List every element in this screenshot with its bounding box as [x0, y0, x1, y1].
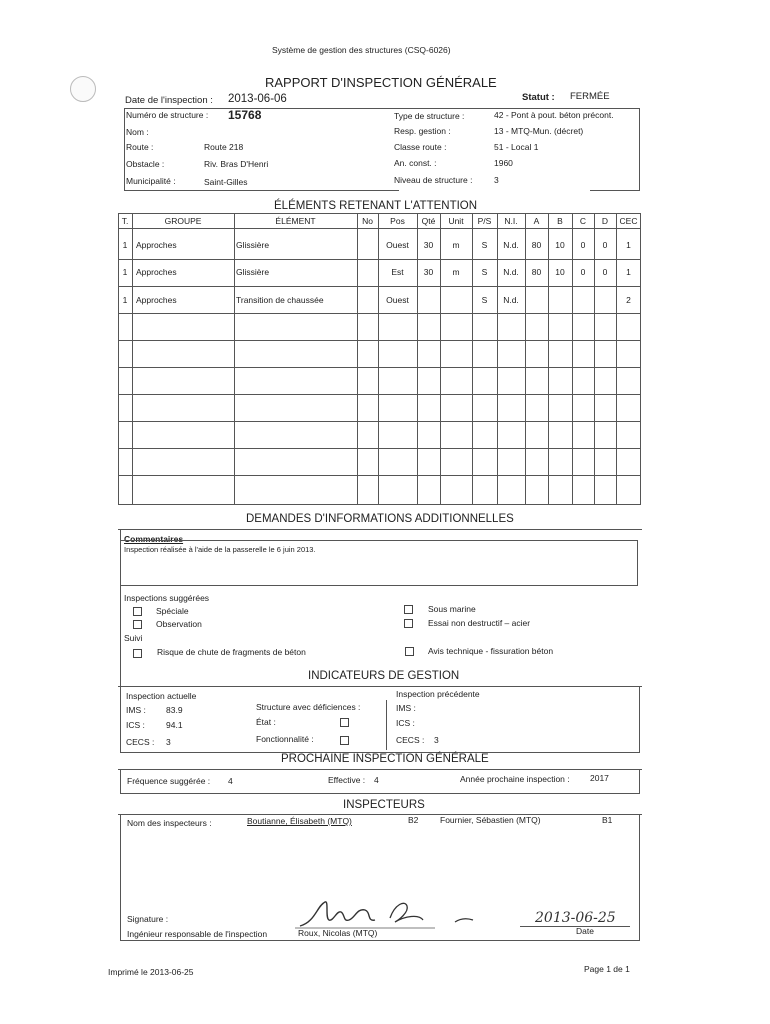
table-cell: S	[481, 240, 488, 250]
structure-value: 15768	[228, 108, 262, 122]
col-b: B	[557, 216, 563, 226]
precedente-label: Inspection précédente	[396, 689, 480, 699]
sous-marine-label: Sous marine	[428, 604, 476, 614]
an-value: 1960	[494, 158, 513, 168]
ics-value: 94.1	[166, 720, 183, 730]
speciale-label: Spéciale	[156, 606, 189, 616]
table-cell: m	[452, 267, 460, 277]
inspecteur1-code: B2	[408, 815, 419, 825]
report-title: RAPPORT D'INSPECTION GÉNÉRALE	[265, 75, 497, 90]
inspecteurs-title: INSPECTEURS	[343, 799, 425, 811]
actuelle-label: Inspection actuelle	[126, 691, 197, 701]
table-cell: N.d.	[503, 295, 519, 305]
table-cell: 10	[555, 267, 565, 277]
table-cell: Est	[391, 267, 404, 277]
nom-label: Nom :	[126, 127, 149, 137]
resp-value: 13 - MTQ-Mun. (décret)	[494, 126, 584, 136]
prev-ics-label: ICS :	[396, 718, 415, 728]
demandes-title: DEMANDES D'INFORMATIONS ADDITIONNELLES	[246, 513, 514, 525]
indicateurs-title: INDICATEURS DE GESTION	[308, 670, 460, 682]
signature-label: Signature :	[127, 914, 169, 924]
elements-table	[118, 213, 641, 505]
punch-hole	[70, 76, 96, 102]
col-qte: Qté	[421, 216, 436, 226]
sous-marine-checkbox[interactable]	[404, 605, 413, 614]
col-a: A	[533, 216, 540, 226]
risque-checkbox[interactable]	[133, 649, 142, 658]
table-cell: 1	[626, 240, 631, 250]
deficiences-label: Structure avec déficiences :	[256, 702, 361, 712]
ims-label: IMS :	[126, 705, 146, 715]
system-title: Système de gestion des structures (CSQ-6026)	[272, 45, 451, 55]
table-cell: 0	[602, 267, 608, 277]
noms-label: Nom des inspecteurs :	[127, 818, 212, 828]
page-number: Page 1 de 1	[584, 964, 630, 974]
statut-label: Statut :	[522, 92, 555, 103]
table-cell: Transition de chaussée	[236, 295, 324, 305]
table-cell: 80	[531, 267, 542, 277]
table-cell: Approches	[136, 295, 177, 305]
commentaires-text: Inspection réalisée à l'aide de la passerelle le 6 juin 2013.	[124, 545, 316, 554]
col-no: No	[362, 216, 373, 226]
table-cell: Glissière	[236, 267, 270, 277]
route-label: Route :	[126, 142, 154, 152]
table-cell: 0	[580, 240, 586, 250]
elements-title: ÉLÉMENTS RETENANT L'ATTENTION	[274, 200, 478, 212]
col-element: ÉLÉMENT	[275, 216, 316, 226]
suggerees-label: Inspections suggérées	[124, 593, 210, 603]
col-groupe: GROUPE	[164, 216, 202, 226]
imprime-date: Imprimé le 2013-06-25	[108, 967, 194, 977]
table-cell: N.d.	[503, 240, 519, 250]
annee-label: Année prochaine inspection :	[460, 774, 570, 784]
table-cell: 2	[626, 295, 631, 305]
prev-ims-label: IMS :	[396, 703, 416, 713]
etat-label: État :	[256, 717, 276, 727]
date-label: Date de l'inspection :	[125, 95, 213, 106]
ingenieur-value: Roux, Nicolas (MTQ)	[298, 928, 378, 938]
observation-label: Observation	[156, 619, 202, 629]
speciale-checkbox[interactable]	[133, 607, 142, 616]
col-cec: CEC	[619, 216, 638, 226]
table-cell: 80	[531, 240, 542, 250]
statut-value: FERMÉE	[570, 91, 610, 102]
table-cell: 30	[423, 267, 434, 277]
frequence-label: Fréquence suggérée :	[127, 776, 211, 786]
risque-label: Risque de chute de fragments de béton	[157, 647, 306, 657]
col-d: D	[601, 216, 609, 226]
inspecteur2-code: B1	[602, 815, 613, 825]
avis-label: Avis technique - fissuration béton	[428, 646, 554, 656]
date-value: 2013-06-06	[228, 93, 287, 105]
col-pos: Pos	[390, 216, 405, 226]
date-caption: Date	[576, 926, 594, 936]
cecs-value: 3	[166, 737, 171, 747]
classe-value: 51 - Local 1	[494, 142, 539, 152]
avis-checkbox[interactable]	[405, 647, 414, 656]
niveau-label: Niveau de structure :	[394, 175, 473, 185]
table-cell: Ouest	[386, 295, 409, 305]
suivi-label: Suivi	[124, 633, 143, 643]
table-cell: S	[481, 295, 488, 305]
handwritten-signature	[295, 896, 495, 932]
prev-cecs-value: 3	[434, 735, 439, 745]
effective-value: 4	[374, 775, 379, 785]
niveau-value: 3	[494, 175, 499, 185]
table-cell: S	[481, 267, 488, 277]
table-cell: m	[452, 240, 460, 250]
classe-label: Classe route :	[394, 142, 447, 152]
table-cell: 0	[580, 267, 586, 277]
prochaine-title: PROCHAINE INSPECTION GÉNÉRALE	[281, 753, 489, 765]
inspecteur1-name: Boutianne, Élisabeth (MTQ)	[247, 816, 352, 826]
col-t: T.	[121, 216, 129, 226]
table-cell: 0	[602, 240, 608, 250]
type-label: Type de structure :	[394, 111, 465, 121]
fonctionnalite-checkbox[interactable]	[340, 736, 349, 745]
table-cell: 1	[122, 267, 128, 277]
frequence-value: 4	[228, 776, 233, 786]
route-value: Route 218	[204, 142, 244, 152]
effective-label: Effective :	[328, 775, 366, 785]
table-cell: 1	[122, 240, 128, 250]
table-cell: N.d.	[503, 267, 519, 277]
table-cell: 10	[555, 240, 565, 250]
essai-checkbox[interactable]	[404, 619, 413, 628]
an-label: An. const. :	[394, 158, 437, 168]
col-c: C	[579, 216, 587, 226]
col-ps: P/S	[477, 216, 492, 226]
col-ni: N.I.	[504, 216, 518, 226]
etat-checkbox[interactable]	[340, 718, 349, 727]
structure-label: Numéro de structure :	[126, 110, 209, 120]
fonctionnalite-label: Fonctionnalité :	[256, 734, 314, 744]
resp-label: Resp. gestion :	[394, 126, 451, 136]
table-cell: Approches	[136, 240, 177, 250]
table-cell: 1	[626, 267, 631, 277]
ics-label: ICS :	[126, 720, 145, 730]
ims-value: 83.9	[166, 705, 183, 715]
table-cell: 30	[423, 240, 434, 250]
table-cell: Glissière	[236, 240, 270, 250]
col-unit: Unit	[448, 216, 464, 226]
obstacle-value: Riv. Bras D'Henri	[204, 159, 269, 169]
table-cell: Ouest	[386, 240, 409, 250]
handwritten-date: 2013-06-25	[535, 910, 616, 926]
obstacle-label: Obstacle :	[126, 159, 165, 169]
municipalite-label: Municipalité :	[126, 176, 176, 186]
prev-cecs-label: CECS :	[396, 735, 425, 745]
table-cell: 1	[122, 295, 128, 305]
cecs-label: CECS :	[126, 737, 155, 747]
municipalite-value: Saint-Gilles	[204, 177, 248, 187]
type-value: 42 - Pont à pout. béton précont.	[494, 110, 614, 120]
essai-label: Essai non destructif – acier	[428, 618, 531, 628]
ingenieur-label: Ingénieur responsable de l'inspection	[127, 929, 268, 939]
inspecteur2-name: Fournier, Sébastien (MTQ)	[440, 815, 541, 825]
table-cell: Approches	[136, 267, 177, 277]
observation-checkbox[interactable]	[133, 620, 142, 629]
annee-value: 2017	[590, 773, 609, 783]
commentaires-label: Commentaires	[124, 534, 184, 544]
